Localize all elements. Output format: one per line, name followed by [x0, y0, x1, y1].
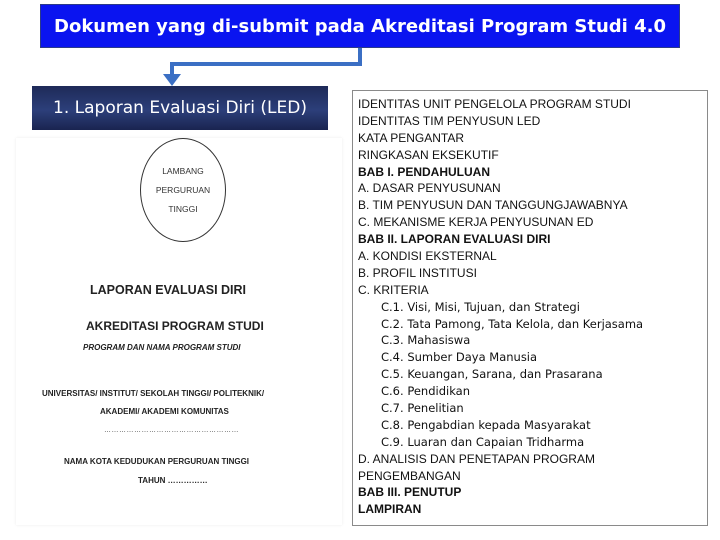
outline-item: A. KONDISI EKSTERNAL: [358, 249, 497, 264]
outline-chapter: LAMPIRAN: [358, 502, 422, 517]
cover-subheading: AKREDITASI PROGRAM STUDI: [86, 319, 264, 333]
outline-item: IDENTITAS UNIT PENGELOLA PROGRAM STUDI: [358, 97, 631, 111]
cover-year: TAHUN ……………: [138, 476, 208, 485]
cover-academy: AKADEMI/ AKADEMI KOMUNITAS: [100, 407, 229, 416]
outline-item: D. ANALISIS DAN PENETAPAN PROGRAM: [358, 451, 595, 466]
outline-chapter: BAB III. PENUTUP: [358, 485, 462, 500]
outline-criterion: C.5. Keuangan, Sarana, dan Prasarana: [381, 367, 603, 382]
outline-item: IDENTITAS TIM PENYUSUN LED: [358, 113, 541, 128]
slide-title: Dokumen yang di-submit pada Akreditasi Program Studi 4.0: [40, 4, 680, 48]
outline-criterion: C.1. Visi, Misi, Tujuan, dan Strategi: [381, 299, 580, 314]
outline-item: C. KRITERIA: [358, 282, 429, 297]
outline-item: PENGEMBANGAN: [358, 468, 461, 483]
outline-item: B. TIM PENYUSUN DAN TANGGUNGJAWABNYA: [358, 198, 628, 213]
logo-line-2: PERGURUAN: [155, 184, 211, 195]
outline-chapter: BAB II. LAPORAN EVALUASI DIRI: [358, 232, 551, 247]
outline-item: C. MEKANISME KERJA PENYUSUNAN ED: [358, 215, 594, 230]
outline-list: [358, 96, 706, 518]
led-cover-page: [16, 138, 342, 525]
outline-item: KATA PENGANTAR: [358, 130, 465, 145]
outline-criterion: C.3. Mahasiswa: [381, 333, 471, 348]
outline-criterion: C.2. Tata Pamong, Tata Kelola, dan Kerjasama: [381, 316, 644, 331]
led-header: 1. Laporan Evaluasi Diri (LED): [32, 86, 328, 130]
cover-program: PROGRAM DAN NAMA PROGRAM STUDI: [83, 343, 241, 352]
outline-criterion: C.7. Penelitian: [381, 401, 464, 416]
cover-dots: ………………………………………………: [104, 427, 239, 434]
outline-chapter: BAB I. PENDAHULUAN: [358, 164, 490, 179]
outline-item: A. DASAR PENYUSUNAN: [358, 181, 501, 196]
cover-heading: LAPORAN EVALUASI DIRI: [90, 283, 247, 297]
institution-logo-placeholder: [140, 138, 226, 242]
connector-arrow: [0, 0, 720, 100]
outline-item: RINGKASAN EKSEKUTIF: [358, 147, 499, 162]
outline-criterion: C.8. Pengabdian kepada Masyarakat: [381, 417, 591, 432]
outline-criterion: C.4. Sumber Daya Manusia: [381, 350, 538, 365]
cover-institution: UNIVERSITAS/ INSTITUT/ SEKOLAH TINGGI/ POLITEKNIK/: [42, 389, 265, 398]
outline-criterion: C.9. Luaran dan Capaian Tridharma: [381, 434, 585, 449]
logo-line-1: LAMBANG: [162, 165, 204, 176]
logo-line-3: TINGGI: [168, 203, 198, 214]
outline-item: B. PROFIL INSTITUSI: [358, 265, 477, 280]
cover-city: NAMA KOTA KEDUDUKAN PERGURUAN TINGGI: [64, 457, 250, 466]
outline-criterion: C.6. Pendidikan: [381, 384, 470, 399]
